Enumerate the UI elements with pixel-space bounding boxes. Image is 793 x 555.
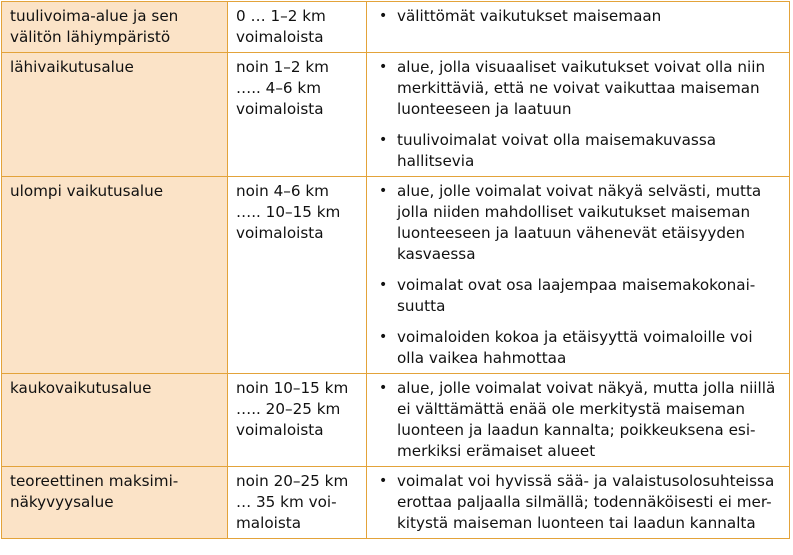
bullet-icon: • (379, 329, 388, 345)
bullet-icon: • (379, 8, 388, 24)
effect-text-line: hallitsevia (397, 152, 475, 170)
distance-cell (228, 467, 367, 539)
distance-line: noin 20–25 km (236, 472, 349, 490)
distance-line: voimaloista (236, 28, 324, 46)
effects-cell (367, 467, 790, 539)
zone-name-line: näkyvyysalue (10, 493, 114, 511)
effect-text-line: merkittäviä, että ne voivat vaikuttaa maiseman (397, 79, 760, 97)
effect-text-line: voimalat ovat osa laajempaa maisemakokonai- (397, 276, 756, 294)
effect-text-line: luonteeseen ja laatuun vähenevät etäisyyden (397, 224, 745, 242)
zone-name-line: kaukovaikutusalue (10, 379, 152, 397)
zone-name-line: tuulivoima-alue ja sen (10, 7, 179, 25)
zone-name-line: välitön lähiympäristö (10, 28, 171, 46)
distance-line: maloista (236, 514, 302, 532)
effect-text-line: luonteen ja laadun kannalta; poikkeuksena esi- (397, 421, 756, 439)
zone-name-cell (2, 374, 228, 467)
effect-bullet-item (375, 327, 783, 369)
effect-text-line: luonteeseen ja laatuun (397, 100, 572, 118)
effect-bullet-item (375, 471, 783, 534)
effect-text-line: olla vaikea hahmottaa (397, 349, 567, 367)
zone-name-cell (2, 467, 228, 539)
zones-table-body (2, 2, 790, 539)
zones-table (1, 1, 790, 539)
distance-line: voimaloista (236, 224, 324, 242)
zone-name-line: lähivaikutusalue (10, 58, 134, 76)
effect-text-line: jolla niiden mahdolliset vaikutukset maiseman (397, 203, 751, 221)
effect-bullet-item (375, 275, 783, 317)
table-row (2, 177, 790, 374)
distance-line: noin 4–6 km (236, 182, 329, 200)
effect-text-line: ei välttämättä enää ole merkitystä maiseman (397, 400, 746, 418)
effect-text-line: alue, jolle voimalat voivat näkyä selvästi, mutta (397, 182, 762, 200)
bullet-icon: • (379, 183, 388, 199)
distance-cell (228, 53, 367, 177)
zone-name-cell (2, 2, 228, 53)
effects-cell (367, 177, 790, 374)
distance-line: ….. 20–25 km (236, 400, 341, 418)
bullet-icon: • (379, 380, 388, 396)
bullet-icon: • (379, 473, 388, 489)
effect-text-line: voimalat voi hyvissä sää- ja valaistusolosuhteissa (397, 472, 775, 490)
zone-name-line: ulompi vaikutusalue (10, 182, 164, 200)
distance-line: voimaloista (236, 100, 324, 118)
effect-bullet-item (375, 378, 783, 462)
zone-name-cell (2, 177, 228, 374)
effect-bullet-item (375, 6, 783, 27)
effect-text-line: merkiksi erämaiset alueet (397, 442, 596, 460)
table-row (2, 53, 790, 177)
effect-text-line: kitystä maiseman luonteen tai laadun kannalta (397, 514, 756, 532)
distance-line: … 35 km voi- (236, 493, 337, 511)
distance-line: 0 … 1–2 km (236, 7, 326, 25)
effect-text-line: alue, jolla visuaaliset vaikutukset voivat olla niin (397, 58, 766, 76)
zone-name-line: teoreettinen maksimi- (10, 472, 179, 490)
distance-line: ….. 4–6 km (236, 79, 322, 97)
effect-bullet-item (375, 130, 783, 172)
effects-cell (367, 2, 790, 53)
effects-cell (367, 53, 790, 177)
table-row (2, 2, 790, 53)
distance-cell (228, 2, 367, 53)
distance-cell (228, 177, 367, 374)
bullet-icon: • (379, 277, 388, 293)
distance-line: noin 10–15 km (236, 379, 349, 397)
effect-bullet-item (375, 181, 783, 265)
zone-name-cell (2, 53, 228, 177)
distance-line: voimaloista (236, 421, 324, 439)
effect-text-line: kasvaessa (397, 245, 476, 263)
distance-line: ….. 10–15 km (236, 203, 341, 221)
distance-line: noin 1–2 km (236, 58, 329, 76)
effect-text-line: voimaloiden kokoa ja etäisyyttä voimaloille voi (397, 328, 753, 346)
table-row (2, 467, 790, 539)
bullet-icon: • (379, 132, 388, 148)
effect-bullet-item (375, 57, 783, 120)
effect-text-line: erottaa paljaalla silmällä; todennäköisesti ei mer- (397, 493, 772, 511)
effect-text-line: tuulivoimalat voivat olla maisemakuvassa (397, 131, 717, 149)
effect-text-line: suutta (397, 297, 446, 315)
bullet-icon: • (379, 59, 388, 75)
effect-text-line: välittömät vaikutukset maisemaan (397, 7, 662, 25)
table-row (2, 374, 790, 467)
effect-text-line: alue, jolle voimalat voivat näkyä, mutta jolla niillä (397, 379, 776, 397)
effects-cell (367, 374, 790, 467)
distance-cell (228, 374, 367, 467)
